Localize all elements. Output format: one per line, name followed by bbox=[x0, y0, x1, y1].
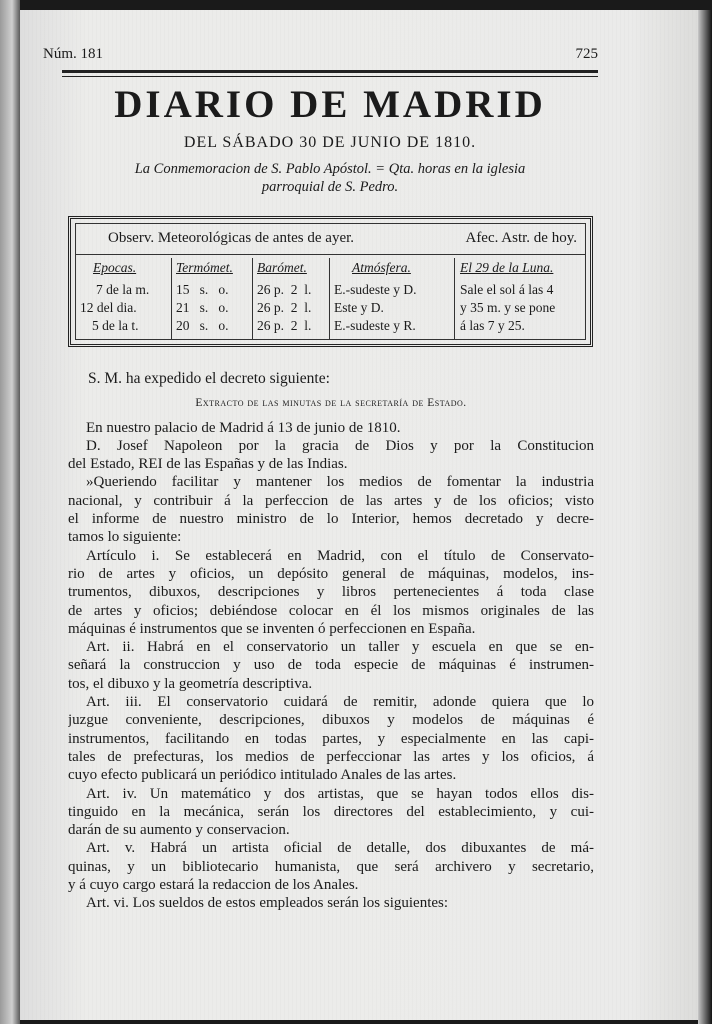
saint-notice bbox=[80, 160, 580, 196]
page-header bbox=[43, 46, 598, 68]
saint-line-2: parroquial de S. Pedro. bbox=[261, 179, 399, 195]
row2-term: 21 s. o. bbox=[176, 300, 229, 315]
weather-table bbox=[68, 216, 593, 347]
row2-baro: 26 p. 2 l. bbox=[257, 300, 312, 315]
article-line: Art. iii. El conservatorio cuidará de remitir, adonde quiera que lo bbox=[86, 694, 594, 711]
weather-divider bbox=[76, 254, 585, 255]
row3-epoca: 5 de la t. bbox=[92, 318, 139, 333]
row1-atm: E.-sudeste y D. bbox=[334, 282, 417, 297]
article-line: Artículo i. Se establecerá en Madrid, con el título de Conservato- bbox=[86, 547, 594, 564]
article-line: cuyo efecto publicará un periódico intitulado Anales de las artes. bbox=[68, 767, 457, 784]
page-number: 725 bbox=[575, 46, 598, 62]
row2-epoca: 12 del dia. bbox=[80, 300, 137, 315]
article-line: de artes y oficios; debiéndose colocar en él los mismos originales de las bbox=[68, 602, 594, 619]
col-header-atmosfera: Atmósfera. bbox=[352, 260, 411, 275]
article-intro: S. M. ha expedido el decreto siguiente: bbox=[88, 370, 330, 387]
article-line: quinas, y un bibliotecario humanista, que será archivero y secretario, bbox=[68, 858, 594, 875]
col-header-termometro: Termómet. bbox=[176, 260, 233, 275]
row3-atm: E.-sudeste y R. bbox=[334, 318, 416, 333]
issue-number: Núm. 181 bbox=[43, 46, 103, 62]
weather-heading-left: Observ. Meteorológicas de antes de ayer. bbox=[108, 230, 355, 246]
article-line: rio de artes y oficios, un depósito general de máquinas, modelos, ins- bbox=[68, 565, 594, 582]
header-rule-thin bbox=[62, 76, 598, 77]
article-line: Art. ii. Habrá en el conservatorio un taller y escuela en que se en- bbox=[86, 639, 594, 656]
header-rule-thick bbox=[62, 70, 598, 73]
saint-line-1: La Conmemoracion de S. Pablo Apóstol. = Qta. horas en la iglesia bbox=[134, 161, 526, 177]
binding-edge bbox=[0, 0, 20, 1024]
moon-line-1: Sale el sol á las 4 bbox=[460, 282, 554, 297]
col-divider bbox=[454, 258, 455, 339]
article-extract-heading: Extracto de las minutas de la secretaría de Estado. bbox=[195, 397, 467, 410]
article-line: el informe de nuestro ministro de lo Interior, hemos decretado y decre- bbox=[68, 511, 594, 528]
col-divider bbox=[252, 258, 253, 339]
article-line: juzgue conveniente, descripciones, dibuxos y modelos de máquinas é bbox=[68, 712, 594, 729]
row1-baro: 26 p. 2 l. bbox=[257, 282, 312, 297]
row1-term: 15 s. o. bbox=[176, 282, 229, 297]
article-line: máquinas é instrumentos que se inventen ó perfeccionen en España. bbox=[68, 620, 476, 637]
article-line: nacional, y contribuir á la perfeccion de las artes y de los oficios; visto bbox=[68, 492, 594, 509]
article-body bbox=[68, 437, 594, 913]
article-line: instrumentos, facilitando en todas partes, y especialmente en las capi- bbox=[68, 730, 594, 747]
newspaper-title: DIARIO DE MADRID bbox=[114, 83, 546, 126]
row2-atm: Este y D. bbox=[334, 300, 384, 315]
article-line: tamos lo siguiente: bbox=[68, 529, 182, 546]
col-header-epocas: Epocas. bbox=[93, 260, 137, 275]
issue-date: DEL SÁBADO 30 DE JUNIO DE 1810. bbox=[183, 134, 477, 151]
weather-heading-right: Afec. Astr. de hoy. bbox=[465, 230, 577, 246]
article-line: del Estado, REI de las Españas y de las Indias. bbox=[68, 456, 348, 473]
article-line: Art. v. Habrá un artista oficial de detalle, dos dibuxantes de má- bbox=[86, 840, 594, 857]
article-line: Art. iv. Un matemático y dos artistas, que se hayan todos ellos dis- bbox=[86, 785, 594, 802]
row3-baro: 26 p. 2 l. bbox=[257, 318, 312, 333]
article-line: y á cuyo cargo estará la redaccion de los Anales. bbox=[68, 877, 359, 894]
article-line: trumentos, dibuxos, descripciones y libros pertenecientes á toda clase bbox=[68, 584, 594, 601]
col-divider bbox=[171, 258, 172, 339]
article-line: tales de prefecturas, los medios de perfeccionar las artes y los oficios, á bbox=[68, 748, 594, 765]
moon-line-3: á las 7 y 25. bbox=[460, 318, 525, 333]
article-place-date: En nuestro palacio de Madrid á 13 de junio de 1810. bbox=[86, 419, 401, 436]
article-line: darán de su aumento y conservacion. bbox=[68, 822, 290, 839]
row3-term: 20 s. o. bbox=[176, 318, 229, 333]
col-header-luna: El 29 de la Luna. bbox=[460, 260, 554, 275]
article-line: tinguido en la mecánica, serán los directores del establecimiento, y cui- bbox=[68, 803, 594, 820]
col-header-barometro: Barómet. bbox=[257, 260, 307, 275]
page-shadow-edge bbox=[698, 10, 712, 1024]
col-divider bbox=[329, 258, 330, 339]
article-line: Art. vi. Los sueldos de estos empleados serán los siguientes: bbox=[86, 895, 449, 912]
moon-line-2: y 35 m. y se pone bbox=[460, 300, 556, 315]
article-line: »Queriendo facilitar y mantener los medios de fomentar la industria bbox=[86, 474, 594, 491]
article-line: D. Josef Napoleon por la gracia de Dios y por la Constitucion bbox=[86, 437, 594, 454]
row1-epoca: 7 de la m. bbox=[96, 282, 150, 297]
article-line: señará la construccion y uso de toda especie de máquinas é instrumen- bbox=[68, 657, 594, 674]
article-line: tos, el dibuxo y la geometría descriptiva. bbox=[68, 675, 313, 692]
article bbox=[68, 370, 594, 913]
